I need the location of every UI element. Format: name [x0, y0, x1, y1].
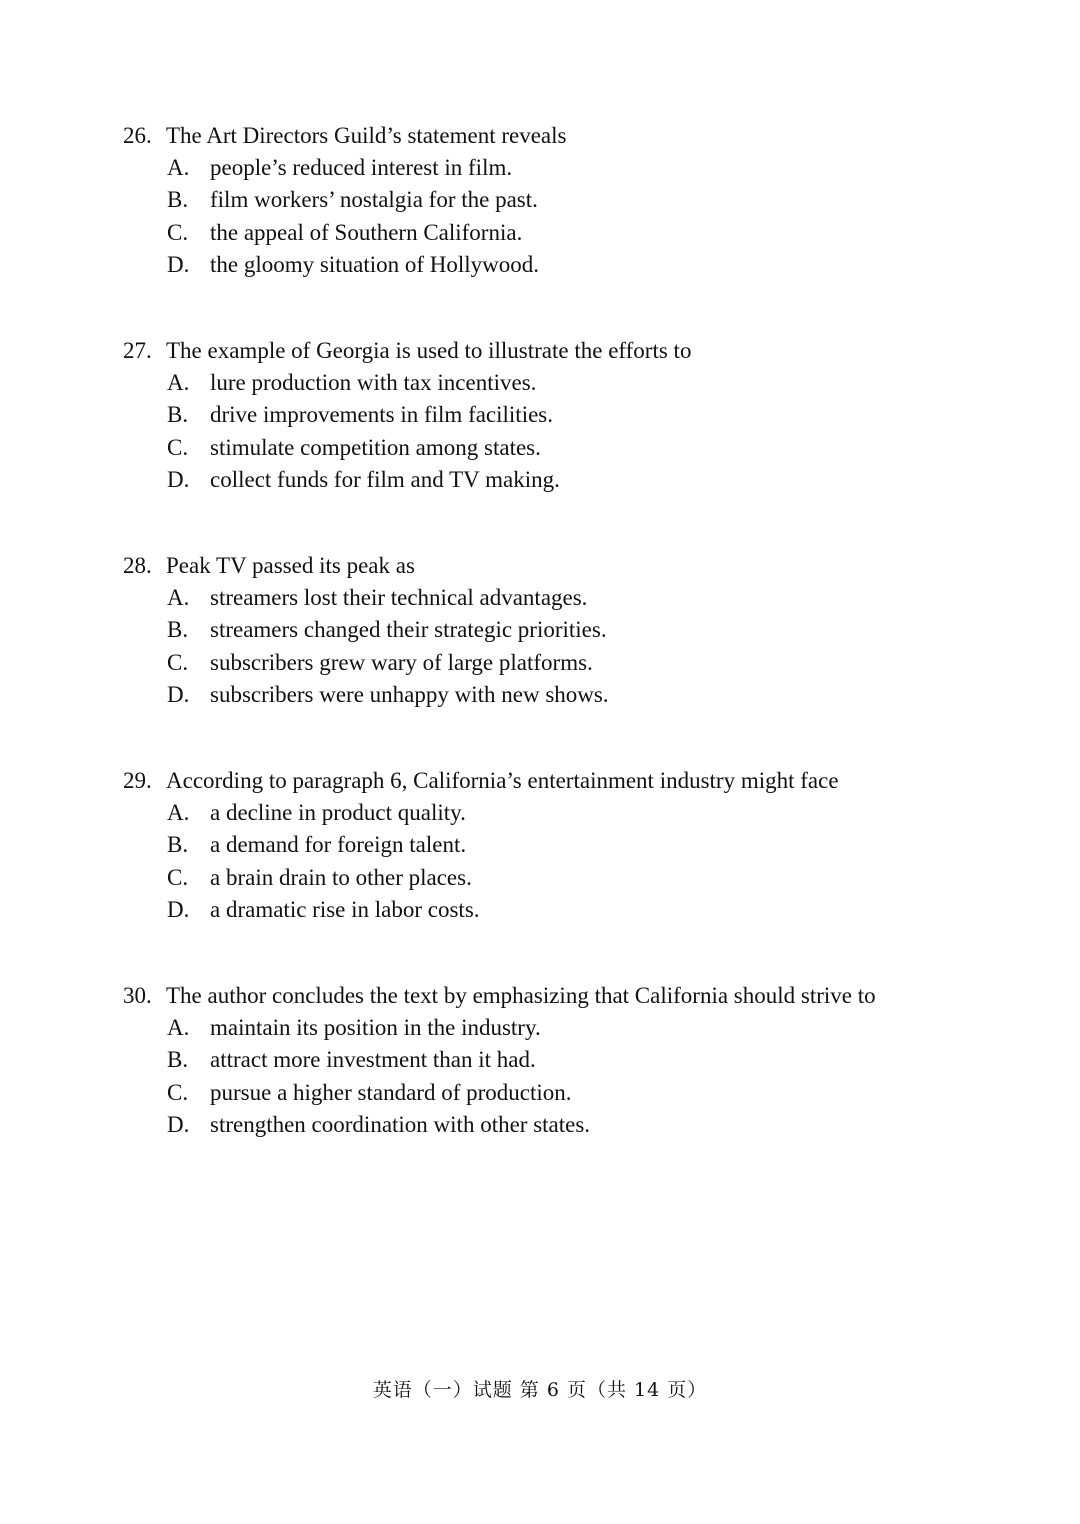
option-letter: A. [167, 370, 190, 395]
option-c [123, 432, 1023, 464]
option-letter: C. [167, 1079, 189, 1105]
option-text: a brain drain to other places. [210, 864, 472, 890]
option-b [123, 184, 1023, 216]
option-letter: C. [167, 219, 189, 245]
question-stem [123, 335, 1023, 367]
question-30 [123, 980, 1023, 1141]
option-letter: C. [167, 434, 189, 460]
question-stem [123, 120, 1023, 152]
question-29 [123, 765, 1023, 926]
option-letter: B. [167, 617, 189, 643]
question-number: 26. [123, 123, 152, 148]
option-text: collect funds for film and TV making. [210, 466, 560, 492]
option-a [123, 797, 1023, 829]
option-a [123, 152, 1023, 184]
option-d [123, 679, 1023, 711]
option-text: the appeal of Southern California. [210, 219, 523, 245]
option-text: stimulate competition among states. [210, 434, 541, 460]
question-text: The author concludes the text by emphasizing that California should strive to [166, 983, 876, 1008]
option-c [123, 217, 1023, 249]
option-c [123, 862, 1023, 894]
option-c [123, 647, 1023, 679]
page-footer: 英语（一）试题 第 6 页（共 14 页） [372, 1379, 708, 1401]
option-letter: B. [167, 402, 189, 428]
option-letter: C. [167, 864, 189, 890]
option-d [123, 464, 1023, 496]
option-d [123, 894, 1023, 926]
option-text: streamers changed their strategic priorities. [210, 617, 607, 643]
option-letter: D. [167, 1111, 190, 1137]
option-text: a decline in product quality. [210, 800, 466, 825]
option-b [123, 829, 1023, 861]
option-b [123, 1044, 1023, 1076]
option-text: drive improvements in film facilities. [210, 402, 554, 428]
option-text: attract more investment than it had. [210, 1047, 536, 1073]
option-text: the gloomy situation of Hollywood. [210, 251, 540, 277]
question-stem [123, 550, 1023, 582]
option-text: streamers lost their technical advantages. [210, 585, 588, 610]
option-b [123, 614, 1023, 646]
option-letter: B. [167, 1047, 189, 1073]
option-letter: D. [167, 251, 190, 277]
option-letter: A. [167, 800, 190, 825]
option-letter: A. [167, 155, 190, 180]
option-a [123, 582, 1023, 614]
question-stem [123, 980, 1023, 1012]
option-d [123, 249, 1023, 281]
option-letter: C. [167, 649, 189, 675]
option-d [123, 1109, 1023, 1141]
option-letter: B. [167, 832, 189, 858]
option-text: maintain its position in the industry. [210, 1015, 541, 1040]
question-number: 28. [123, 553, 152, 578]
option-text: a demand for foreign talent. [210, 832, 467, 858]
option-letter: A. [167, 585, 190, 610]
option-letter: B. [167, 187, 189, 213]
question-text: According to paragraph 6, California’s entertainment industry might face [166, 768, 839, 793]
question-number: 30. [123, 983, 152, 1008]
question-number: 29. [123, 768, 152, 793]
option-text: strengthen coordination with other states. [210, 1111, 591, 1137]
question-number: 27. [123, 338, 152, 363]
question-text: The Art Directors Guild’s statement reveals [166, 123, 567, 148]
option-b [123, 399, 1023, 431]
option-c [123, 1077, 1023, 1109]
option-letter: D. [167, 466, 190, 492]
option-letter: D. [167, 896, 190, 922]
option-text: pursue a higher standard of production. [210, 1079, 572, 1105]
option-text: subscribers were unhappy with new shows. [210, 681, 609, 707]
option-letter: A. [167, 1015, 190, 1040]
option-text: film workers’ nostalgia for the past. [210, 187, 538, 213]
option-text: lure production with tax incentives. [210, 370, 537, 395]
question-27 [123, 335, 1023, 496]
question-stem [123, 765, 1023, 797]
question-26 [123, 120, 1023, 281]
option-a [123, 1012, 1023, 1044]
option-a [123, 367, 1023, 399]
question-28 [123, 550, 1023, 711]
option-letter: D. [167, 681, 190, 707]
question-text: The example of Georgia is used to illustrate the efforts to [166, 338, 692, 363]
option-text: a dramatic rise in labor costs. [210, 896, 480, 922]
option-text: people’s reduced interest in film. [210, 155, 513, 180]
option-text: subscribers grew wary of large platforms. [210, 649, 593, 675]
question-text: Peak TV passed its peak as [166, 553, 415, 578]
